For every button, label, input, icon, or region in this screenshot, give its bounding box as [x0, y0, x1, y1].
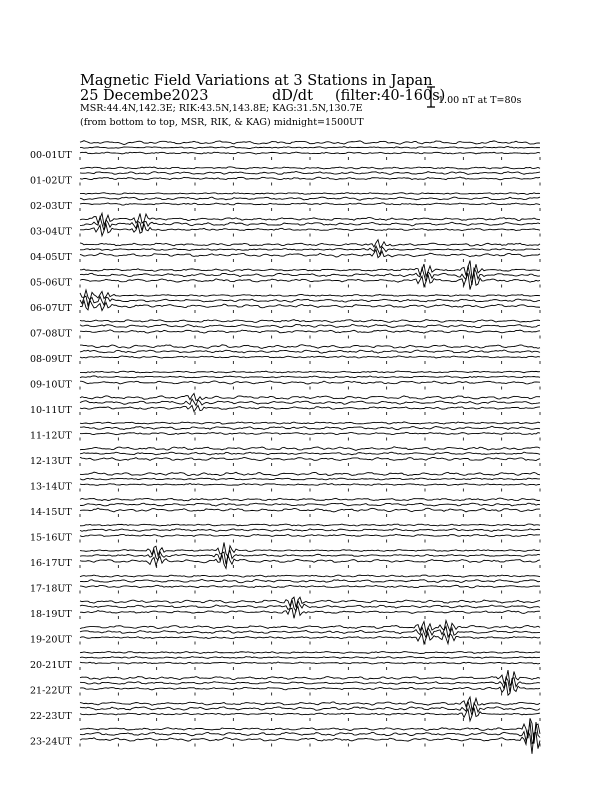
hour-label: 07-08UT [30, 328, 72, 340]
trace-RIK [80, 426, 540, 429]
chart-title: Magnetic Field Variations at 3 Stations in Japan [80, 73, 433, 89]
trace-KAG [80, 718, 540, 743]
hour-label: 22-23UT [30, 711, 72, 722]
trace-KAG [80, 621, 540, 633]
trace-MSR [80, 300, 540, 310]
hour-label: 05-06UT [30, 277, 72, 289]
trace-KAG [80, 652, 540, 654]
trace-MSR [80, 483, 540, 485]
trace-KAG [80, 371, 540, 373]
scale-bar [427, 87, 435, 107]
hour-label: 16-17UT [30, 558, 72, 569]
trace-KAG [80, 290, 540, 300]
trace-MSR [80, 585, 540, 588]
trace-RIK [80, 324, 540, 327]
trace-MSR [80, 250, 540, 258]
trace-RIK [80, 172, 540, 175]
trace-KAG [80, 393, 540, 400]
trace-KAG [80, 261, 540, 279]
hour-label: 02-03UT [30, 201, 72, 212]
trace-MSR [80, 152, 540, 154]
hour-label: 11-12UT [30, 430, 72, 442]
hour-label: 19-20UT [30, 634, 72, 646]
trace-RIK [80, 350, 540, 353]
trace-MSR [80, 662, 540, 664]
hour-label: 06-07UT [30, 303, 72, 314]
trace-MSR [80, 330, 540, 333]
trace-KAG [80, 167, 540, 169]
trace-RIK [80, 399, 540, 406]
hour-label: 12-13UT [30, 456, 72, 467]
trace-KAG [80, 498, 540, 501]
trace-KAG [80, 447, 540, 451]
hour-label: 01-02UT [30, 175, 72, 187]
trace-MSR [80, 457, 540, 460]
trace-KAG [80, 193, 540, 195]
hour-label: 21-22UT [30, 685, 72, 697]
trace-KAG [80, 575, 540, 577]
trace-MSR [80, 508, 540, 512]
hour-label: 03-04UT [30, 226, 72, 238]
hour-label: 08-09UT [30, 354, 72, 365]
scale-bar-label: 1.00 nT at T=80s [438, 95, 522, 106]
hour-label: 09-10UT [30, 379, 72, 391]
trace-KAG [80, 240, 540, 248]
order-note: (from bottom to top, MSR, RIK, & KAG) midnight=1500UT [80, 117, 364, 128]
trace-RIK [80, 197, 540, 200]
hour-label: 17-18UT [30, 583, 72, 595]
chart-date: 25 Decembe2023 [80, 88, 209, 104]
trace-KAG [80, 524, 540, 526]
trace-RIK [80, 246, 540, 255]
trace-RIK [80, 296, 540, 306]
trace-MSR [80, 534, 540, 536]
trace-KAG [80, 542, 540, 557]
trace-RIK [80, 657, 540, 659]
trace-RIK [80, 579, 540, 582]
hour-label: 13-14UT [30, 481, 72, 493]
hour-label: 10-11UT [30, 405, 72, 416]
trace-KAG [80, 597, 540, 607]
hour-label: 04-05UT [30, 252, 72, 263]
trace-KAG [80, 422, 540, 424]
hour-label: 18-19UT [30, 609, 72, 620]
trace-RIK [80, 147, 540, 149]
trace-RIK [80, 677, 540, 692]
trace-KAG [80, 141, 540, 145]
hour-label: 20-21UT [30, 660, 72, 671]
trace-MSR [80, 356, 540, 358]
hour-label: 15-16UT [30, 532, 72, 544]
trace-KAG [80, 345, 540, 349]
trace-KAG [80, 472, 540, 475]
trace-RIK [80, 452, 540, 455]
trace-KAG [80, 320, 540, 323]
filter-label: (filter:40-160s) [335, 88, 446, 104]
trace-RIK [80, 503, 540, 506]
hour-label: 00-01UT [30, 150, 72, 161]
trace-RIK [80, 626, 540, 637]
hour-label: 14-15UT [30, 507, 72, 518]
trace-MSR [80, 381, 540, 384]
trace-RIK [80, 600, 540, 611]
trace-RIK [80, 721, 540, 743]
trace-RIK [80, 478, 540, 480]
trace-MSR [80, 405, 540, 411]
trace-RIK [80, 529, 540, 532]
trace-RIK [80, 376, 540, 378]
stations-info: MSR:44.4N,142.3E; RIK:43.5N,143.8E; KAG:31.5N,130.7E [80, 103, 363, 114]
trace-MSR [80, 203, 540, 205]
trace-MSR [80, 177, 540, 180]
trace-MSR [80, 432, 540, 434]
hour-label: 23-24UT [30, 736, 72, 748]
component-label: dD/dt [272, 88, 313, 104]
